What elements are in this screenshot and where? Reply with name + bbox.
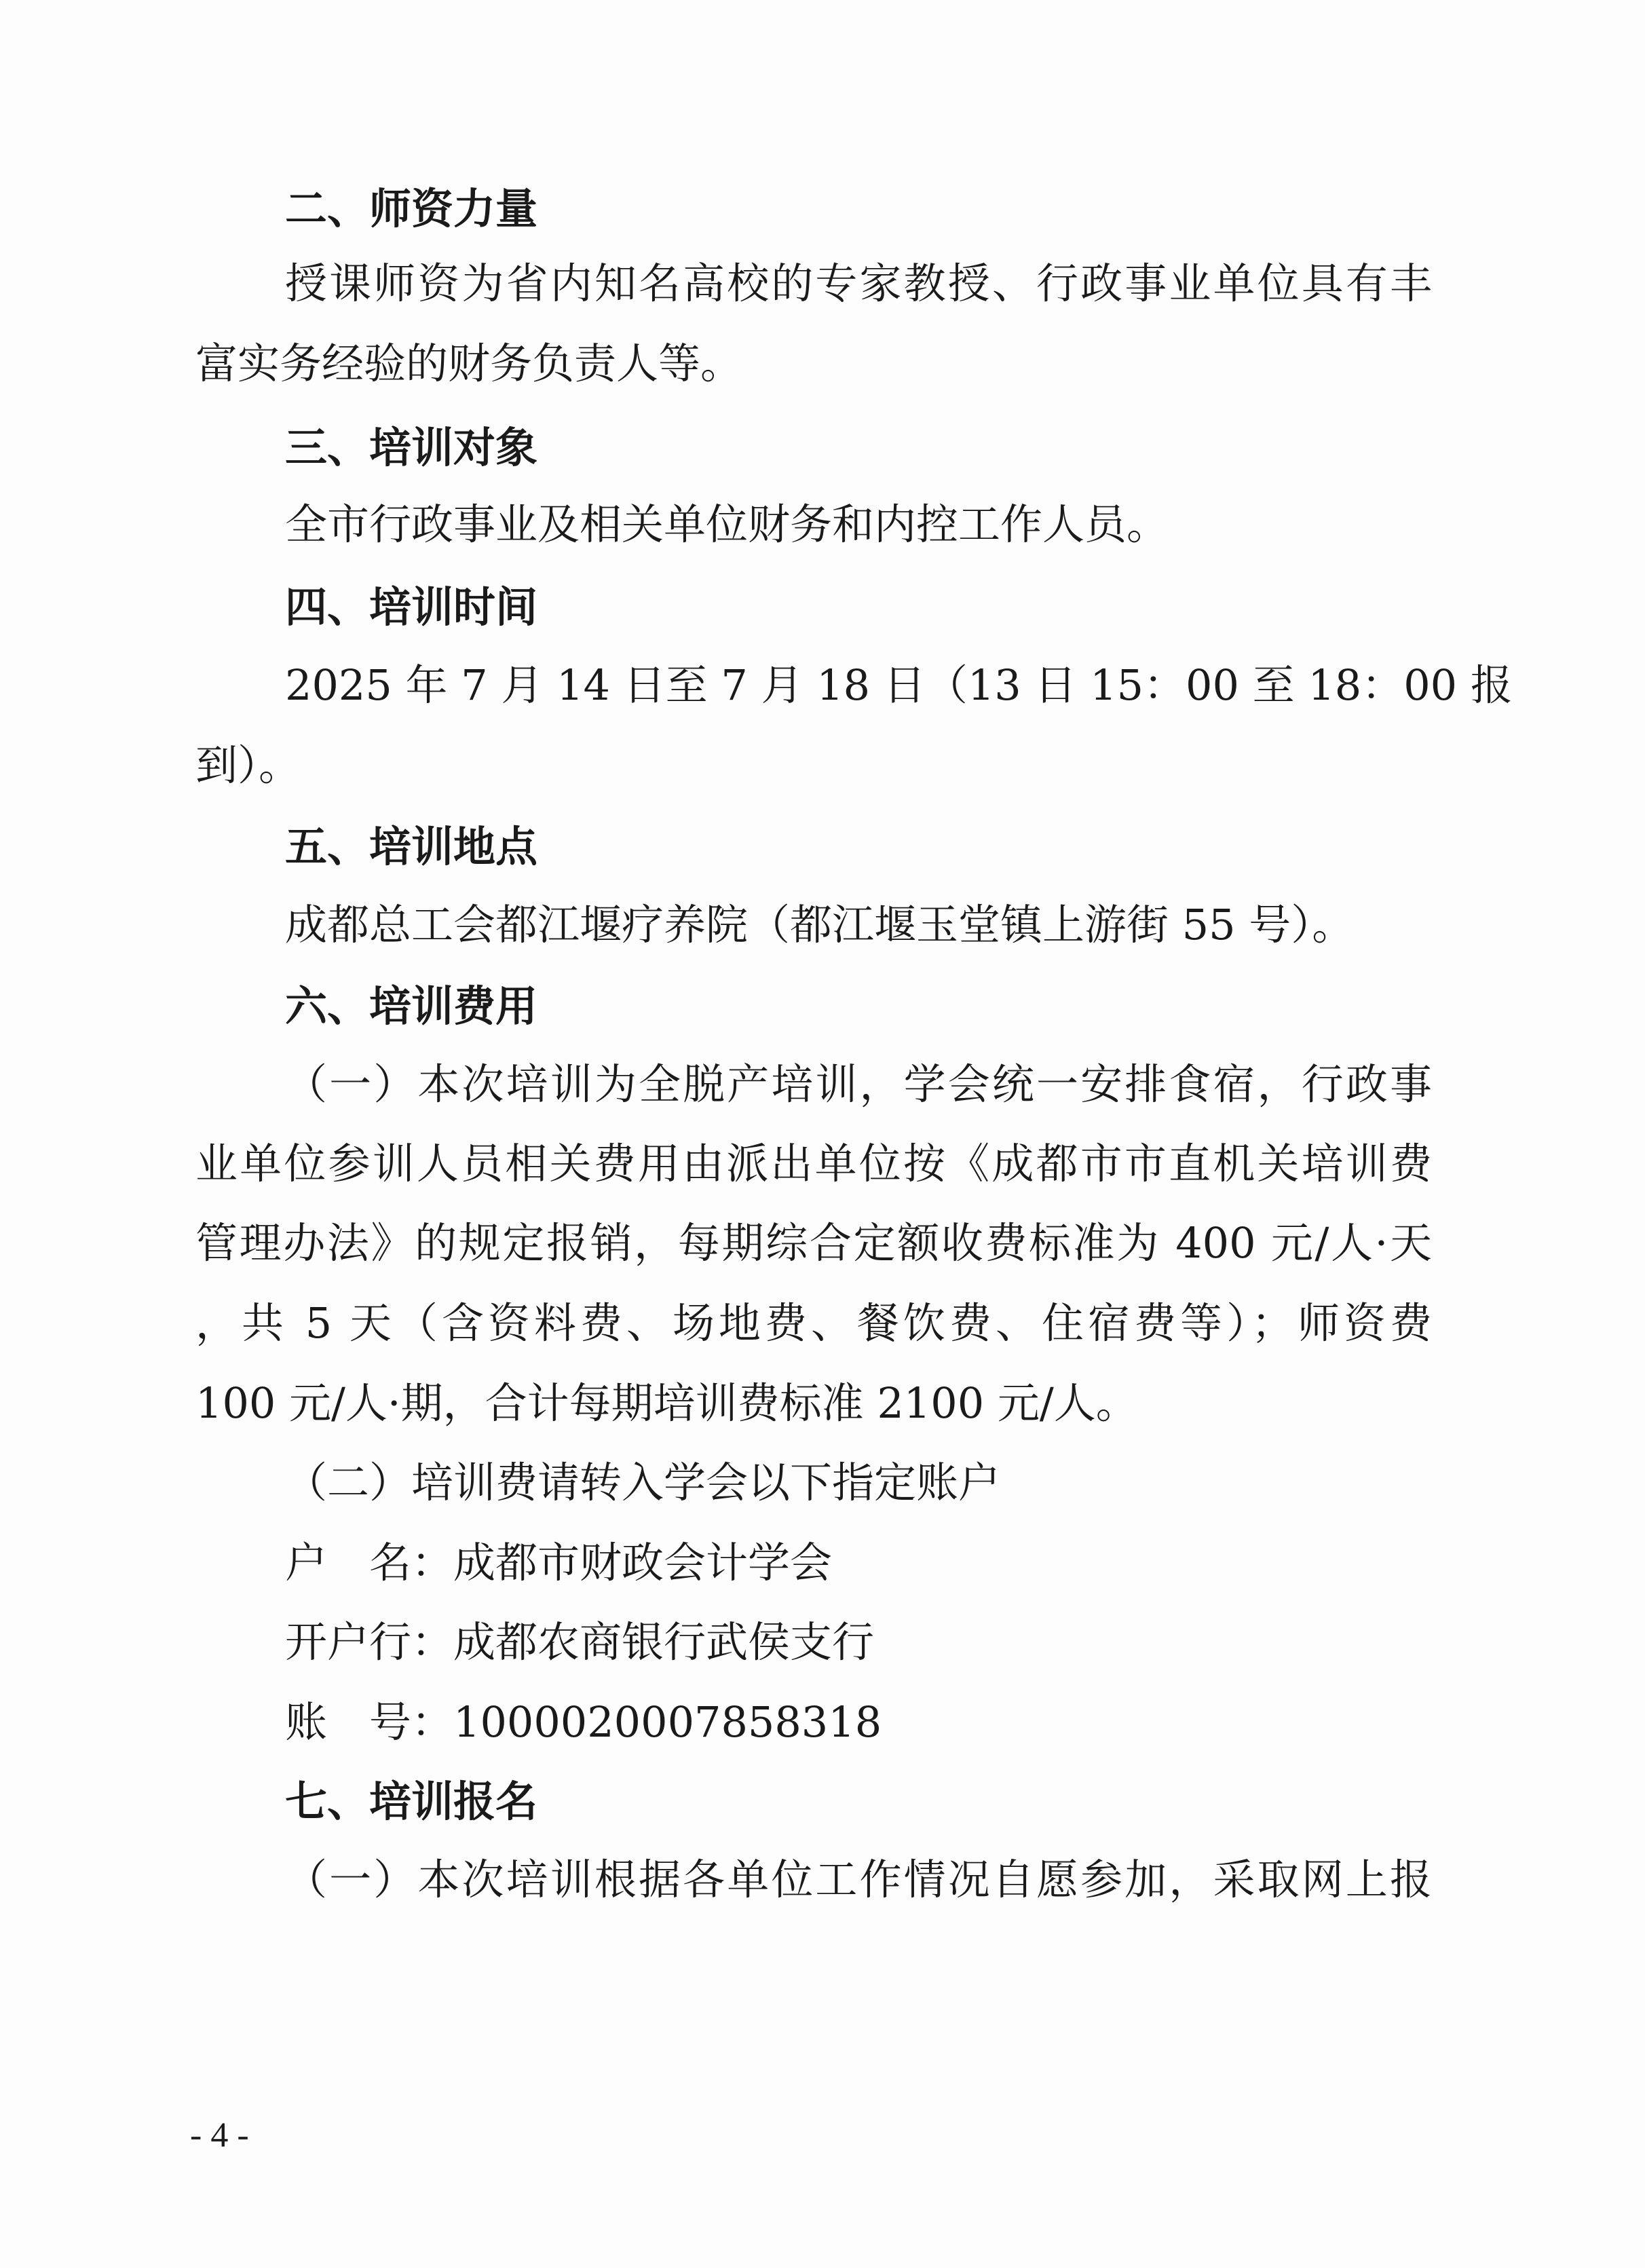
paragraph-line: 2025 年 7 月 14 日至 7 月 18 日（13 日 15：00 至 18：00 报 xyxy=(285,660,1513,710)
account-number: 账 号：1000020007858318 xyxy=(285,1697,882,1747)
paragraph-line: （一）本次培训为全脱产培训，学会统一安排食宿，行政事 xyxy=(285,1059,1432,1109)
page-number: - 4 - xyxy=(190,2116,249,2155)
section-heading-registration: 七、培训报名 xyxy=(285,1777,538,1826)
section-heading-time: 四、培训时间 xyxy=(285,582,538,632)
paragraph-line: 业单位参训人员相关费用由派出单位按《成都市市直机关培训费 xyxy=(195,1139,1432,1188)
paragraph-line: 授课师资为省内知名高校的专家教授、行政事业单位具有丰 xyxy=(285,259,1432,308)
paragraph-line: 管理办法》的规定报销，每期综合定额收费标准为 400 元/人·天 xyxy=(195,1218,1432,1268)
account-bank: 开户行：成都农商银行武侯支行 xyxy=(285,1617,875,1667)
section-heading-fees: 六、培训费用 xyxy=(285,981,538,1031)
paragraph-line: 100 元/人·期，合计每期培训费标准 2100 元/人。 xyxy=(195,1378,1138,1428)
paragraph-line: 全市行政事业及相关单位财务和内控工作人员。 xyxy=(285,499,1169,549)
account-name: 户 名：成都市财政会计学会 xyxy=(285,1538,833,1587)
section-heading-audience: 三、培训对象 xyxy=(285,423,538,472)
section-heading-location: 五、培训地点 xyxy=(285,822,538,871)
paragraph-line: （一）本次培训根据各单位工作情况自愿参加，采取网上报 xyxy=(285,1855,1432,1904)
section-heading-teachers: 二、师资力量 xyxy=(285,184,538,233)
paragraph-line: ，共 5 天（含资料费、场地费、餐饮费、住宿费等）；师资费 xyxy=(195,1298,1432,1348)
paragraph-line: 成都总工会都江堰疗养院（都江堰玉堂镇上游街 55 号）。 xyxy=(285,900,1355,949)
paragraph-line: 富实务经验的财务负责人等。 xyxy=(195,339,743,388)
paragraph-line: 到）。 xyxy=(195,740,301,790)
paragraph-line: （二）培训费请转入学会以下指定账户 xyxy=(285,1458,1001,1507)
